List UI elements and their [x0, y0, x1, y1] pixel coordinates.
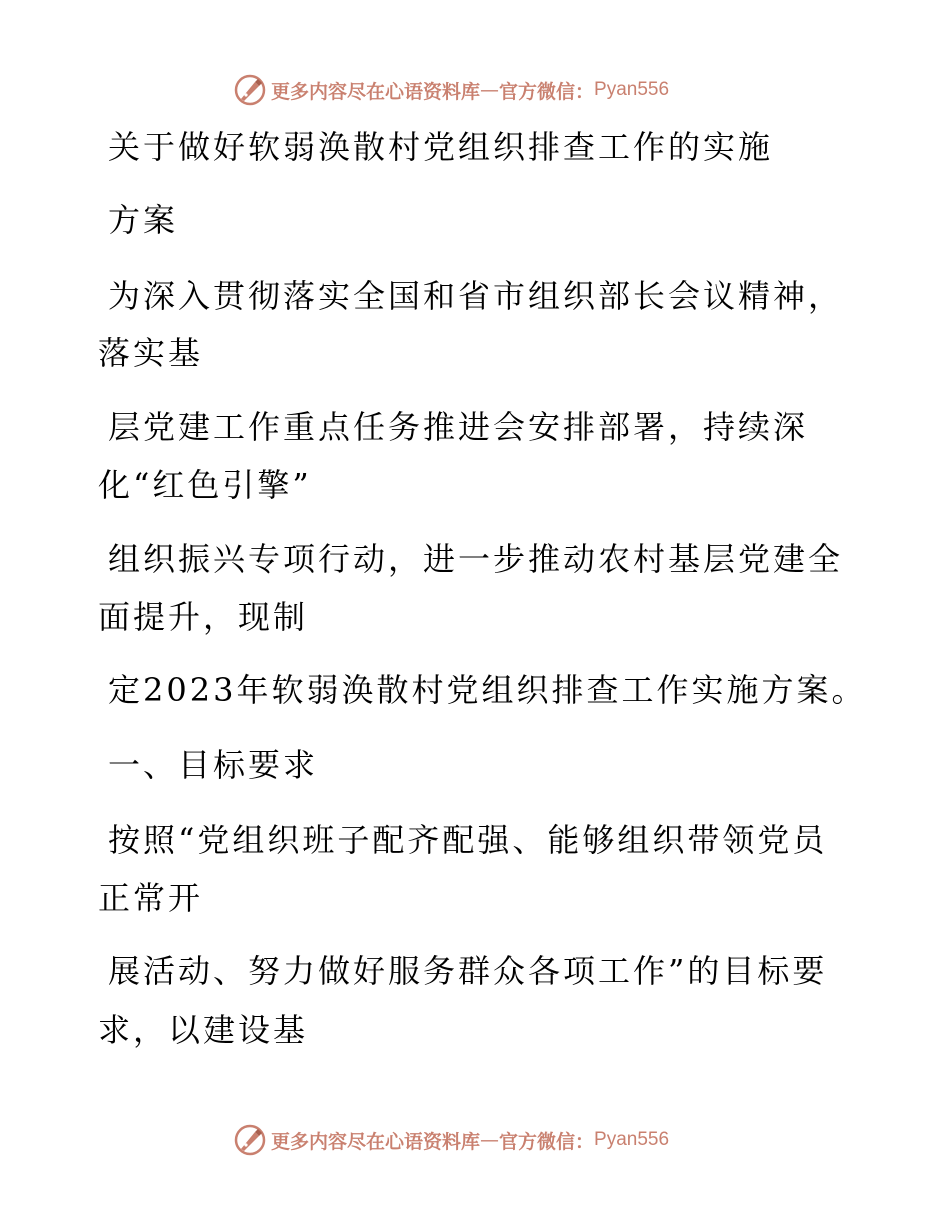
header-banner: [0, 70, 950, 110]
paragraph-line: 定2023年软弱涣散村党组织排查工作实施方案。: [108, 671, 867, 709]
paragraph-line: 展活动、努力做好服务群众各项工作”的目标要: [108, 952, 828, 990]
paragraph-line: 求，以建设基: [98, 1011, 309, 1049]
paragraph-line: 为深入贯彻落实全国和省市组织部长会议精神，: [108, 277, 844, 315]
header-site-text: 更多内容尽在心语资料库: [271, 80, 481, 103]
paragraph-line: 落实基: [98, 334, 204, 372]
pen-nib-logo-icon: [233, 73, 267, 107]
paragraph-line: 化“红色引擎”: [98, 466, 312, 504]
paragraph-line: 层党建工作重点任务推进会安排部署，持续深: [108, 408, 809, 446]
paragraph-line: 组织振兴专项行动，进一步推动农村基层党建全: [108, 540, 844, 578]
footer-banner-content: [233, 1120, 669, 1160]
doc-title-line-2: 方案: [108, 201, 179, 239]
pen-nib-logo-icon: [233, 1123, 267, 1157]
header-banner-content: [233, 70, 669, 110]
header-contact-id: Pyan556: [594, 79, 670, 100]
footer-separator: —: [480, 1129, 500, 1151]
paragraph-line: 正常开: [98, 879, 204, 917]
header-separator: —: [480, 79, 500, 101]
paragraph-line: 面提升，现制: [98, 598, 309, 636]
header-contact-label: 官方微信：: [499, 80, 595, 103]
section-heading: 一、目标要求: [108, 746, 319, 784]
doc-title-line-1: 关于做好软弱涣散村党组织排查工作的实施: [108, 128, 774, 166]
paragraph-line: 按照“党组织班子配齐配强、能够组织带领党员: [108, 821, 828, 859]
footer-site-text: 更多内容尽在心语资料库: [271, 1130, 481, 1153]
footer-contact-id: Pyan556: [594, 1129, 670, 1150]
footer-contact-label: 官方微信：: [499, 1130, 595, 1153]
footer-banner: [0, 1120, 950, 1160]
